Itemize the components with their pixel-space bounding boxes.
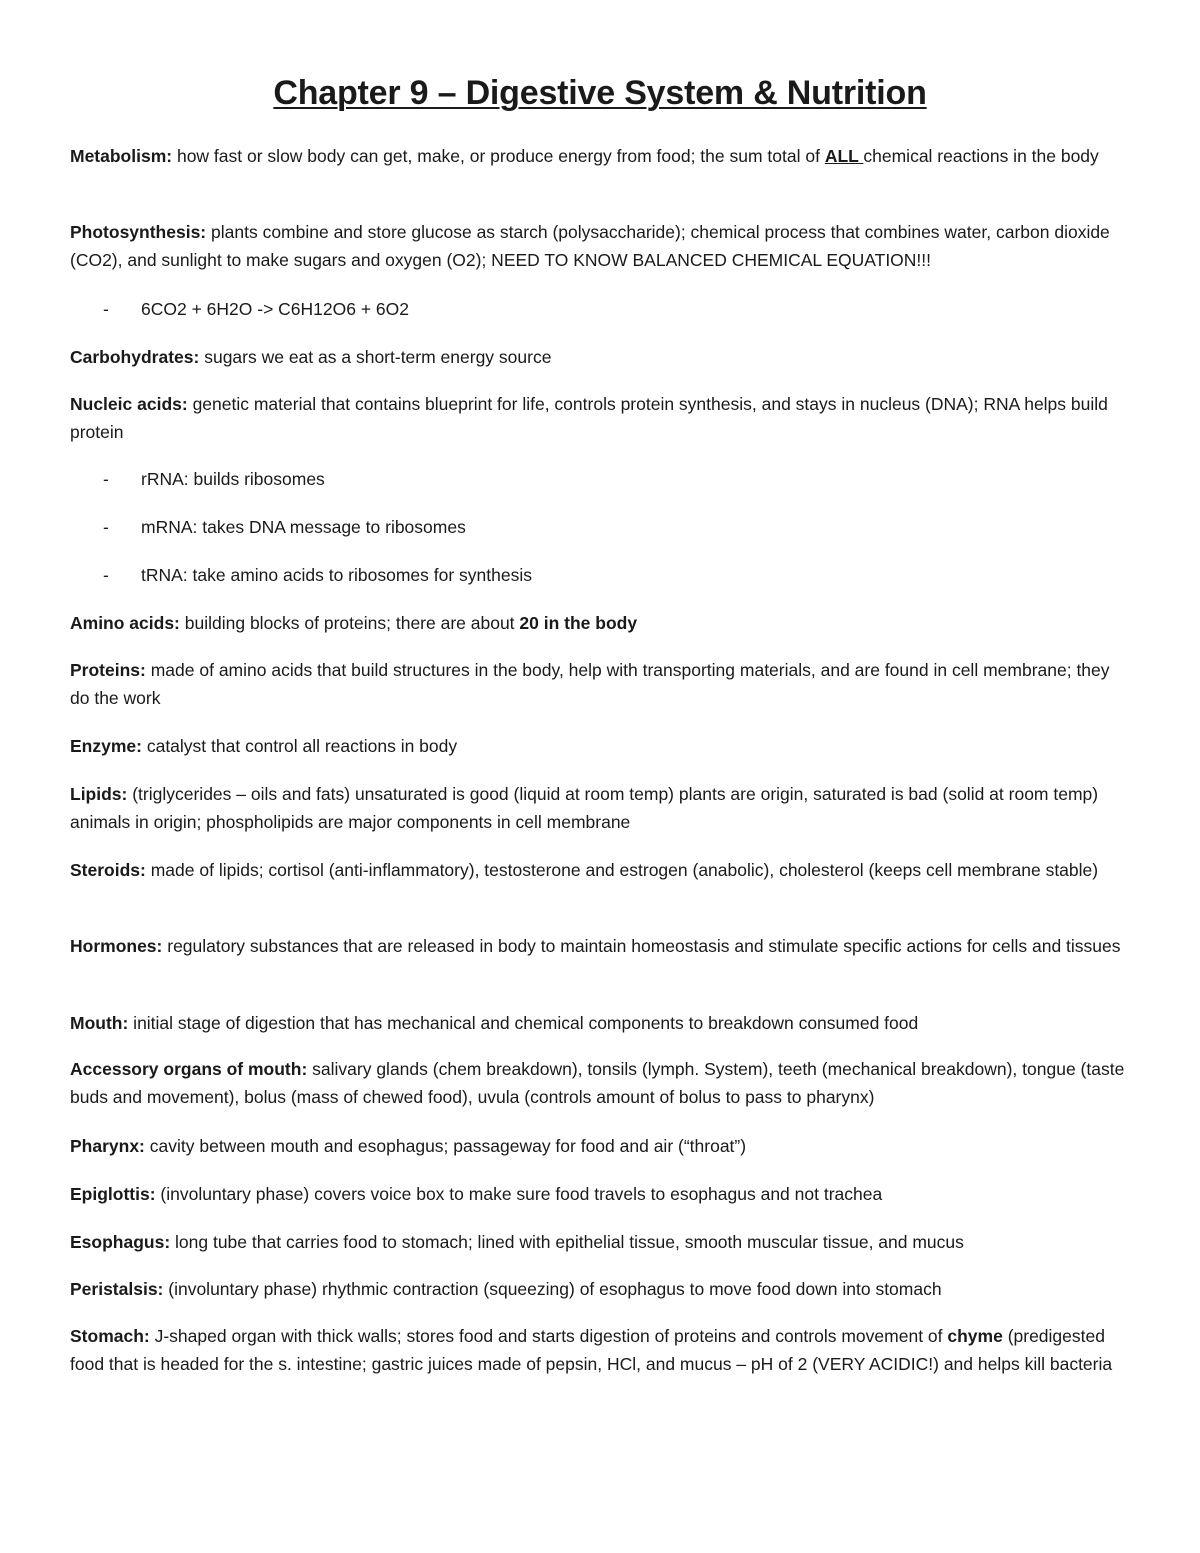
emphasis-text: 20 in the body xyxy=(519,613,638,633)
entry-epiglottis xyxy=(70,1180,1132,1208)
term-label: Nucleic acids: xyxy=(70,394,188,414)
definition-text: made of amino acids that build structures in the body, help with transporting materials, and are found in cell membrane; they do the work xyxy=(70,660,1110,708)
entry-stomach xyxy=(70,1322,1132,1378)
entry-steroids xyxy=(70,856,1132,884)
entry-amino-acids xyxy=(70,609,1132,637)
entry-enzyme xyxy=(70,732,1132,760)
definition-text: (involuntary phase) covers voice box to make sure food travels to esophagus and not trachea xyxy=(155,1184,883,1204)
definition-text: chemical reactions in the body xyxy=(863,146,1099,166)
definition-text: how fast or slow body can get, make, or produce energy from food; the sum total of xyxy=(172,146,825,166)
dash-bullet: - xyxy=(103,299,109,319)
definition-text: initial stage of digestion that has mechanical and chemical components to breakdown consumed food xyxy=(128,1013,919,1033)
term-label: Metabolism: xyxy=(70,146,173,166)
entry-esophagus xyxy=(70,1228,1132,1256)
term-label: Amino acids: xyxy=(70,613,180,633)
entry-mouth xyxy=(70,1009,1132,1037)
term-label: Stomach: xyxy=(70,1326,150,1346)
list-item-text: mRNA: takes DNA message to ribosomes xyxy=(141,517,466,537)
term-label: Steroids: xyxy=(70,860,146,880)
dash-bullet: - xyxy=(103,469,109,489)
definition-text: (involuntary phase) rhythmic contraction (squeezing) of esophagus to move food down into stomach xyxy=(163,1279,942,1299)
dash-bullet: - xyxy=(103,517,109,537)
emphasis-text: chyme xyxy=(947,1326,1003,1346)
term-label: Lipids: xyxy=(70,784,128,804)
entry-carbohydrates xyxy=(70,343,1132,371)
list-item xyxy=(103,465,325,493)
list-item xyxy=(103,561,532,589)
term-label: Hormones: xyxy=(70,936,163,956)
term-label: Proteins: xyxy=(70,660,146,680)
definition-text: (predigested food that is headed for the s. intestine; gastric juices made of pepsin, HCl, and mucus – pH of 2 (VERY ACIDIC!) and helps kill bacteria xyxy=(70,1326,1113,1374)
list-item-text: tRNA: take amino acids to ribosomes for synthesis xyxy=(141,565,532,585)
term-label: Mouth: xyxy=(70,1013,129,1033)
list-item-text: rRNA: builds ribosomes xyxy=(141,469,325,489)
definition-text: cavity between mouth and esophagus; passageway for food and air (“throat”) xyxy=(144,1136,747,1156)
definition-text: genetic material that contains blueprint for life, controls protein synthesis, and stays in nucleus (DNA); RNA helps build protein xyxy=(70,394,1108,442)
term-label: Peristalsis: xyxy=(70,1279,164,1299)
entry-accessory-organs xyxy=(70,1055,1132,1111)
term-label: Esophagus: xyxy=(70,1232,171,1252)
equation-text: 6CO2 + 6H2O -> C6H12O6 + 6O2 xyxy=(141,299,409,319)
entry-hormones xyxy=(70,932,1132,960)
definition-text: catalyst that control all reactions in body xyxy=(141,736,458,756)
definition-text: made of lipids; cortisol (anti-inflammatory), testosterone and estrogen (anabolic), cholesterol (keeps cell membrane stable) xyxy=(145,860,1099,880)
entry-nucleic-acids xyxy=(70,390,1132,446)
definition-text: building blocks of proteins; there are about xyxy=(179,613,520,633)
term-label: Accessory organs of mouth: xyxy=(70,1059,308,1079)
entry-photosynthesis xyxy=(70,218,1132,274)
term-label: Photosynthesis: xyxy=(70,222,207,242)
definition-text: (triglycerides – oils and fats) unsaturated is good (liquid at room temp) plants are origin, saturated is bad (solid at room temp) animals in origin; phospholipids are major components in cell membrane xyxy=(70,784,1099,832)
entry-peristalsis xyxy=(70,1275,1132,1303)
definition-text: long tube that carries food to stomach; lined with epithelial tissue, smooth muscular tissue, and mucus xyxy=(170,1232,964,1252)
emphasis-text: ALL xyxy=(824,146,864,166)
term-label: Pharynx: xyxy=(70,1136,145,1156)
definition-text: salivary glands (chem breakdown), tonsils (lymph. System), teeth (mechanical breakdown), tongue (taste buds and movement), bolus (mass of chewed food), uvula (controls amount of bolus to pass to pharynx) xyxy=(70,1059,1125,1107)
definition-text: J-shaped organ with thick walls; stores food and starts digestion of proteins and controls movement of xyxy=(149,1326,948,1346)
definition-text: regulatory substances that are released in body to maintain homeostasis and stimulate specific actions for cells and tissues xyxy=(162,936,1121,956)
dash-bullet: - xyxy=(103,565,109,585)
definition-text: sugars we eat as a short-term energy source xyxy=(199,347,552,367)
entry-proteins xyxy=(70,656,1132,712)
page-title: Chapter 9 – Digestive System & Nutrition xyxy=(273,74,927,112)
term-label: Epiglottis: xyxy=(70,1184,156,1204)
entry-lipids xyxy=(70,780,1132,836)
list-item xyxy=(103,513,466,541)
term-label: Enzyme: xyxy=(70,736,142,756)
definition-text: plants combine and store glucose as starch (polysaccharide); chemical process that combines water, carbon dioxide (CO2), and sunlight to make sugars and oxygen (O2); NEED TO KNOW BALANCED CHEMICAL EQUATION!!! xyxy=(70,222,1110,270)
entry-pharynx xyxy=(70,1132,1132,1160)
equation-line xyxy=(103,295,409,323)
entry-metabolism xyxy=(70,142,1132,170)
term-label: Carbohydrates: xyxy=(70,347,200,367)
